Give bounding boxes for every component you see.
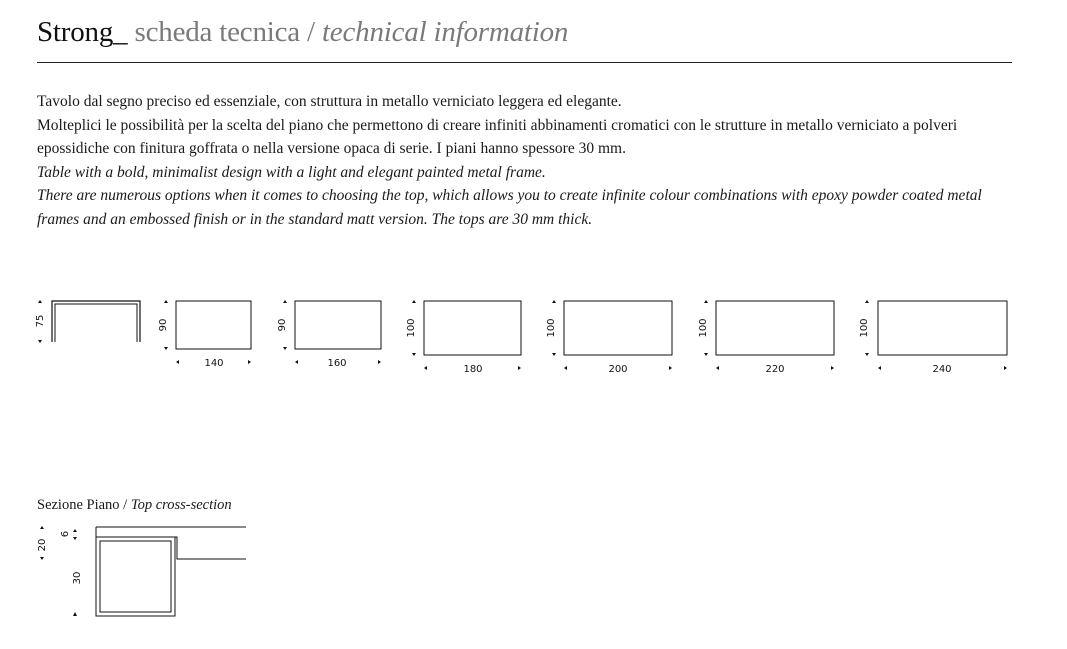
width-label: 240 xyxy=(932,364,952,375)
table-top-outline xyxy=(295,301,381,349)
description-it-2: Molteplici le possibilità per la scelta del piano che permettono di creare infiniti abbinamenti cromatici con le strutture in metallo verniciato a polveri epossidiche con finitura goffrata o nella versione opaca di serie. I piani hanno spessore 30 mm. xyxy=(37,116,958,158)
arrow-down-icon xyxy=(704,353,708,356)
description-it-1: Tavolo dal segno preciso ed essenziale, con struttura in metallo verniciato leggera ed elegante. xyxy=(37,93,622,110)
leg-section-inner xyxy=(100,541,171,612)
table-top-outline xyxy=(878,301,1007,355)
arrow-up-icon xyxy=(283,300,287,303)
arrow-down-icon xyxy=(38,340,42,343)
subtitle-english: technical information xyxy=(321,16,569,48)
arrow-down-icon xyxy=(40,557,44,560)
arrow-up-icon xyxy=(865,300,869,303)
arrow-right-icon xyxy=(518,366,521,370)
arrow-up-icon xyxy=(412,300,416,303)
product-name: Strong_ xyxy=(37,16,128,48)
top-thickness-label: 6 xyxy=(60,530,71,538)
width-label: 160 xyxy=(327,358,347,369)
leg-size-label: 30 xyxy=(72,571,83,585)
leg-section-outer xyxy=(96,537,175,616)
arrow-down-icon xyxy=(552,353,556,356)
table-side-frame-inner xyxy=(55,304,137,342)
depth-label: 100 xyxy=(698,318,709,338)
depth-label: 100 xyxy=(859,318,870,338)
description-en-1: Table with a bold, minimalist design with a light and elegant painted metal frame. xyxy=(37,163,546,181)
arrow-down-icon xyxy=(865,353,869,356)
arrow-right-icon xyxy=(669,366,672,370)
arrow-up-icon xyxy=(38,300,42,303)
width-label: 180 xyxy=(463,364,483,375)
arrow-up-icon xyxy=(73,529,77,532)
width-label: 220 xyxy=(765,364,785,375)
total-thickness-label: 20 xyxy=(37,538,48,552)
arrow-left-icon xyxy=(424,366,427,370)
width-label: 200 xyxy=(608,364,628,375)
arrow-up-icon xyxy=(552,300,556,303)
arrow-down-icon xyxy=(73,537,77,540)
depth-label: 90 xyxy=(277,318,288,332)
size-plan-200x100 xyxy=(546,300,672,375)
cross-section-drawing xyxy=(37,526,246,616)
depth-label: 90 xyxy=(158,318,169,332)
description-en-2: There are numerous options when it comes to choosing the top, which allows you to create infinite colour combinations with epoxy powder coated metal frames and an embossed finish or in the standard matt version. The tops are 30 mm thick. xyxy=(37,187,982,228)
arrow-up-icon xyxy=(704,300,708,303)
arrow-right-icon xyxy=(378,360,381,364)
table-top-outline xyxy=(564,301,672,355)
table-top-outline xyxy=(176,301,251,349)
table-top-outline xyxy=(424,301,521,355)
arrow-right-icon xyxy=(1004,366,1007,370)
arrow-left-icon xyxy=(716,366,719,370)
arrow-left-icon xyxy=(295,360,298,364)
size-plan-180x100 xyxy=(406,300,521,375)
arrow-left-icon xyxy=(176,360,179,364)
cross-section-label-en: Top cross-section xyxy=(130,497,232,513)
side-elevation-drawing xyxy=(35,300,140,343)
cross-section-title xyxy=(37,497,232,514)
arrow-left-icon xyxy=(878,366,881,370)
subtitle-italian: scheda tecnica / xyxy=(134,16,315,48)
depth-label: 100 xyxy=(546,318,557,338)
arrow-up-icon xyxy=(73,612,77,616)
depth-label: 100 xyxy=(406,318,417,338)
table-top-outline xyxy=(716,301,834,355)
width-label: 140 xyxy=(204,358,224,369)
side-height-label: 75 xyxy=(35,314,46,328)
table-side-frame xyxy=(52,301,140,342)
size-plan-140x90 xyxy=(158,300,251,369)
arrow-up-icon xyxy=(40,526,44,529)
arrow-down-icon xyxy=(412,353,416,356)
size-plan-240x100 xyxy=(859,300,1007,375)
arrow-right-icon xyxy=(248,360,251,364)
arrow-up-icon xyxy=(164,300,168,303)
size-plan-220x100 xyxy=(698,300,834,375)
arrow-down-icon xyxy=(283,347,287,350)
size-plan-160x90 xyxy=(277,300,381,369)
cross-section-label-it: Sezione Piano / xyxy=(37,497,128,513)
arrow-right-icon xyxy=(831,366,834,370)
arrow-left-icon xyxy=(564,366,567,370)
arrow-down-icon xyxy=(164,347,168,350)
